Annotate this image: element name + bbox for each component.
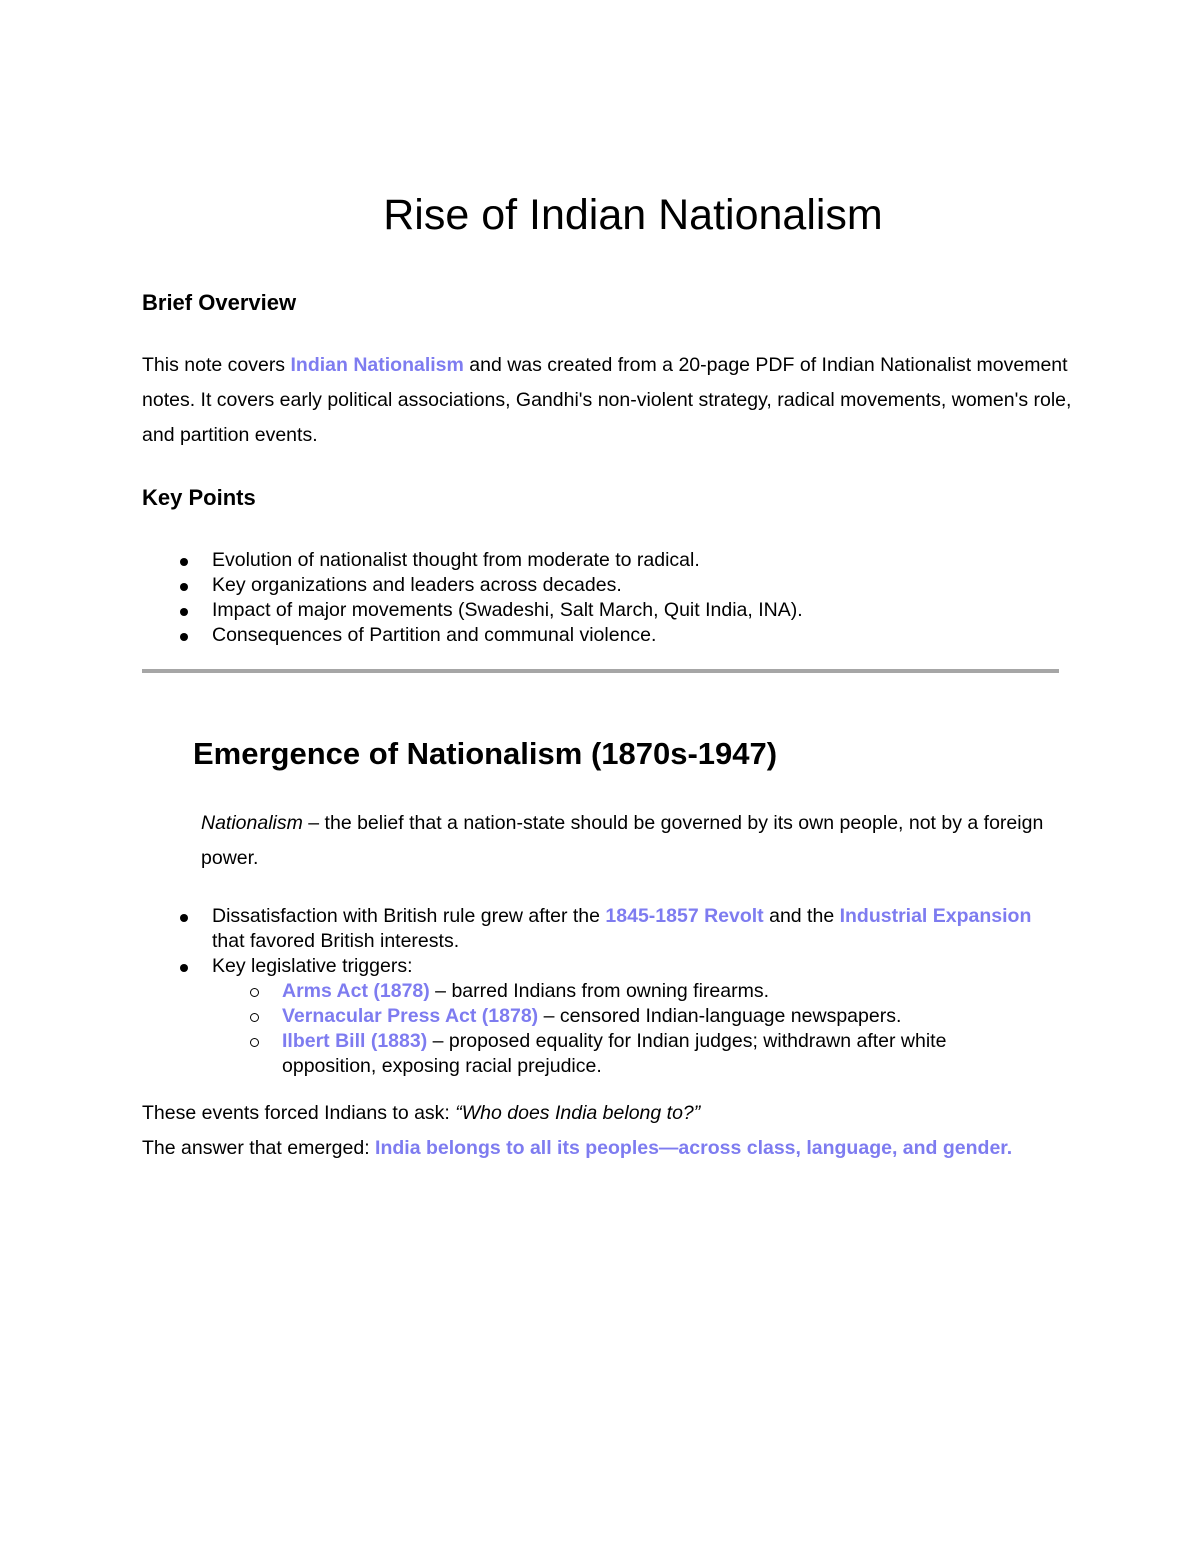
highlight-industrial-expansion: Industrial Expansion (839, 905, 1032, 927)
bullet-text: Dissatisfaction with British rule grew after the (212, 905, 606, 927)
definition-text: – the belief that a nation-state should be governed by its own people, not by a foreign power. (201, 812, 1044, 869)
list-item (142, 573, 1042, 598)
bullet-icon (180, 583, 188, 591)
bullet-text: that favored British interests. (212, 930, 460, 952)
list-item (142, 548, 1042, 573)
sub-item-text: – barred Indians from owning firearms. (429, 980, 769, 1002)
question-quote: “Who does India belong to?” (455, 1102, 701, 1124)
definition-term: Nationalism (201, 812, 303, 834)
bullet-icon (180, 558, 188, 566)
hollow-bullet-icon (250, 1038, 259, 1047)
key-point-text: Key organizations and leaders across decades. (212, 574, 622, 596)
bullet-icon (180, 608, 188, 616)
answer-highlight: India belongs to all its peoples—across class, language, and gender. (375, 1137, 1013, 1159)
highlight-ilbert-bill: Ilbert Bill (1883) (282, 1030, 428, 1052)
list-item (142, 623, 1042, 648)
key-point-text: Impact of major movements (Swadeshi, Salt March, Quit India, INA). (212, 599, 803, 621)
highlight-revolt: 1845-1857 Revolt (605, 905, 764, 927)
bullet-icon (180, 964, 188, 972)
question-text: These events forced Indians to ask: (142, 1102, 456, 1124)
list-item (142, 954, 1042, 1079)
bullet-icon (180, 633, 188, 641)
answer-paragraph (142, 1131, 1042, 1166)
bullet-text: and the (763, 905, 840, 927)
nationalism-definition (201, 806, 1081, 876)
sub-list-item (212, 979, 1042, 1004)
overview-text-2: and was created from a 20-page PDF of Indian Nationalist movement notes. It covers early political associations, Gandhi's non-violent strategy, radical movements, women's role, and partition events. (142, 354, 1072, 446)
hollow-bullet-icon (250, 988, 259, 997)
page-title: Rise of Indian Nationalism (383, 191, 883, 239)
sub-list-item (212, 1004, 1042, 1029)
overview-paragraph (142, 348, 1102, 453)
list-item (142, 904, 1042, 954)
key-point-text: Evolution of nationalist thought from moderate to radical. (212, 549, 700, 571)
highlight-vernacular-press-act: Vernacular Press Act (1878) (282, 1005, 539, 1027)
sub-item-text: – censored Indian-language newspapers. (538, 1005, 902, 1027)
bullet-text: Key legislative triggers: (212, 955, 413, 977)
emergence-list (142, 904, 1042, 1079)
key-point-text: Consequences of Partition and communal violence. (212, 624, 657, 646)
list-item (142, 598, 1042, 623)
horizontal-divider (142, 669, 1059, 673)
sub-list-item (212, 1029, 1042, 1079)
legislative-triggers-list (212, 979, 1042, 1079)
highlight-arms-act: Arms Act (1878) (282, 980, 430, 1002)
key-points-list (142, 548, 1042, 648)
brief-overview-heading: Brief Overview (142, 290, 297, 315)
key-points-heading: Key Points (142, 485, 256, 510)
sub-item-text: – proposed equality for Indian judges; withdrawn after white opposition, exposing racial prejudice. (282, 1030, 947, 1077)
overview-highlight-indian-nationalism: Indian Nationalism (290, 354, 464, 376)
bullet-icon (180, 914, 188, 922)
answer-text: The answer that emerged: (142, 1137, 376, 1159)
emergence-heading: Emergence of Nationalism (1870s-1947) (193, 736, 778, 771)
question-paragraph (142, 1096, 1102, 1131)
overview-text-1: This note covers (142, 354, 291, 376)
hollow-bullet-icon (250, 1013, 259, 1022)
